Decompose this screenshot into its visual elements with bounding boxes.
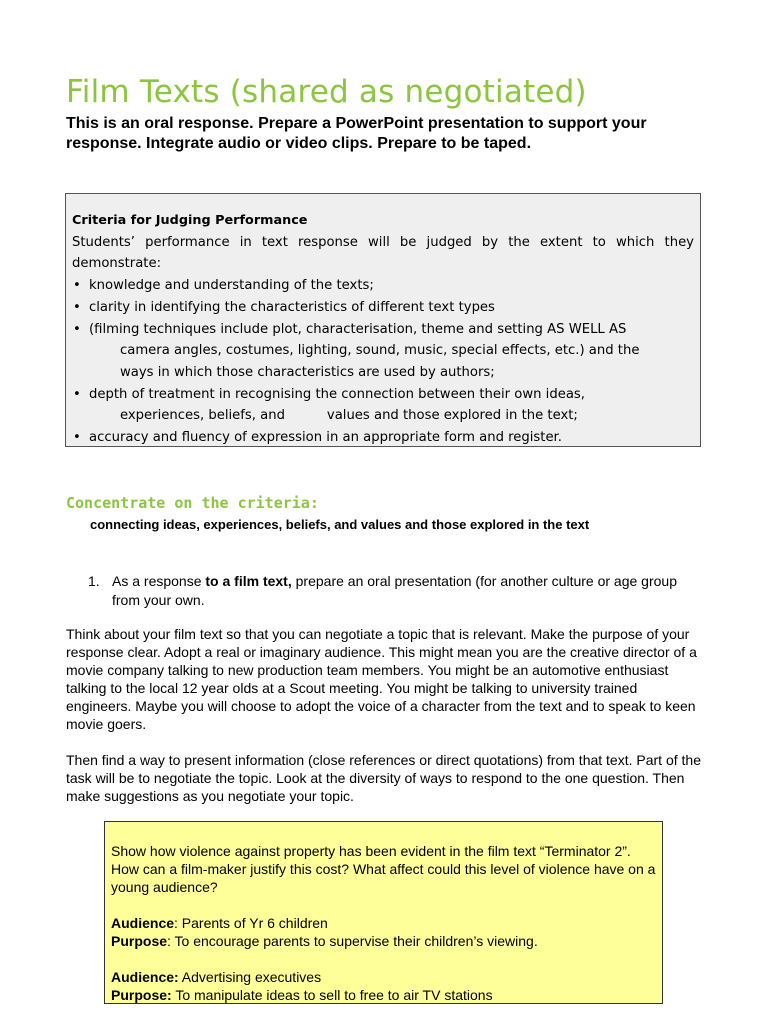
task-number: 1. [88,573,100,589]
criteria-intro: Students’ performance in text response will be judged by the extent to which they demonstrate: [72,234,694,272]
criteria-box [65,193,701,447]
audience-label: Audience: [111,969,179,985]
numbered-task-item [88,572,708,610]
purpose-label: Purpose [111,933,168,949]
criteria-item [72,384,694,427]
task-text-bold: to a film text, [205,573,292,589]
criteria-list [72,275,694,449]
example-topic-box [104,821,663,1004]
criteria-item [72,275,694,297]
body-paragraph: Think about your film text so that you can negotiate a topic that is relevant. Make the purpose of your response clear. Adopt a real or imaginary audience. This might mean you are the creative director of a movie company talking to new production team members. You might be an automotive enthusiast talking to the local 12 year olds at a Scout meeting. You might be talking to university trained engineers. Maybe you will choose to adopt the voice of a character from the text and to speak to keen movie goers. [66,626,697,732]
audience-label: Audience [111,915,175,931]
concentrate-heading: Concentrate on the criteria: [66,494,319,512]
criteria-item-text: clarity in identifying the characteristics of different text types [89,299,495,315]
criteria-item [72,427,694,449]
task-text [88,572,708,610]
purpose-label: Purpose: [111,987,172,1003]
body-paragraph: Then find a way to present information (close references or direct quotations) from that text. Part of the task will be to negotiate the topic. Look at the diversity of ways to respond to the one question. Then make suggestions as you negotiate your topic. [66,752,701,804]
criteria-item [72,297,694,319]
criteria-item-continuation: experiences, beliefs, and values and those explored in the text; [120,408,578,424]
criteria-heading: Criteria for Judging Performance [72,213,308,228]
criteria-item-text: depth of treatment in recognising the connection between their own ideas, [89,386,585,402]
example-purpose [111,932,656,950]
audience-value: : Parents of Yr 6 children [174,915,328,931]
criteria-item-text: accuracy and fluency of expression in an appropriate form and register. [89,430,562,446]
task-text-part: prepare an oral presentation (for another culture or age group from your own. [112,573,677,608]
criteria-item-text: (filming techniques include plot, characterisation, theme and setting AS WELL AS [89,321,627,337]
criteria-item [72,319,694,384]
purpose-value: : To encourage parents to supervise their children’s viewing. [167,933,538,949]
concentrate-subheading: connecting ideas, experiences, beliefs, and values and those explored in the text [90,517,590,532]
example-audience [111,914,656,932]
example-purpose [111,986,656,1004]
intro-instructions: This is an oral response. Prepare a PowerPoint presentation to support your response. Integrate audio or video clips. Prepare to be taped. [66,115,647,152]
criteria-item-text: knowledge and understanding of the texts; [89,278,374,294]
example-question: Show how violence against property has been evident in the film text “Terminator 2”. How can a film-maker justify this cost? What affect could this level of violence have on a young audience? [111,843,656,895]
criteria-item-continuation: camera angles, costumes, lighting, sound, music, special effects, etc.) and the [120,343,640,359]
example-audience [111,968,656,986]
page-title: Film Texts (shared as negotiated) [66,74,587,110]
purpose-value: To manipulate ideas to sell to free to air TV stations [171,987,493,1003]
criteria-item-continuation: ways in which those characteristics are used by authors; [120,364,495,380]
audience-value: Advertising executives [178,969,322,985]
task-text-part: As a response [112,573,206,589]
